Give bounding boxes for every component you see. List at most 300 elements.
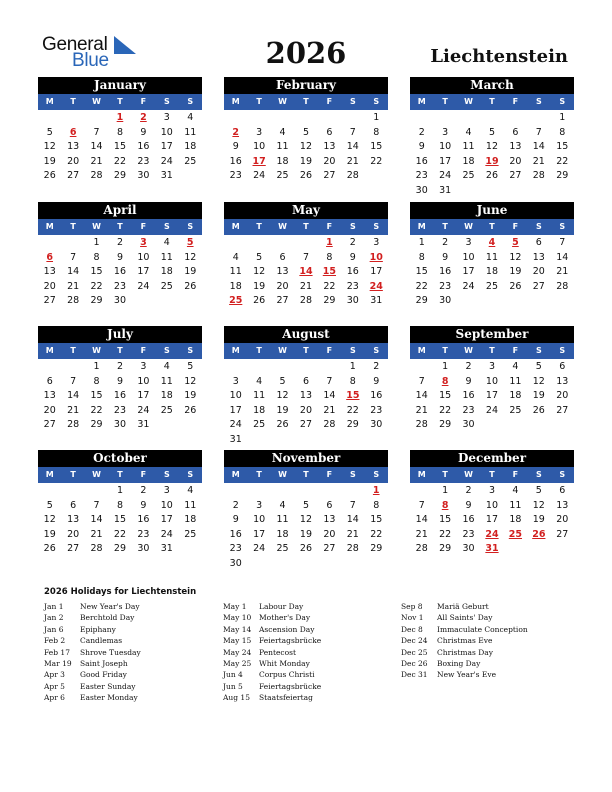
- day-cell: 22: [113, 528, 127, 540]
- day-cell: 29: [439, 543, 452, 555]
- day-cell: 23: [370, 404, 383, 416]
- weekday-label: S: [373, 97, 380, 106]
- day-cell: 15: [415, 266, 428, 278]
- day-cell: 6: [70, 499, 77, 511]
- weekday-label: F: [512, 97, 519, 106]
- day-cell: 22: [90, 404, 103, 416]
- day-cell: 29: [113, 543, 127, 555]
- weekday-label: T: [489, 222, 495, 231]
- day-cell: 29: [439, 419, 452, 431]
- day-cell: 3: [140, 361, 147, 372]
- holiday-name: Staatsfeiertag: [259, 693, 313, 703]
- empty-cell: [410, 111, 433, 126]
- holiday-day: 3: [140, 237, 147, 248]
- day-cell: 1: [116, 485, 123, 496]
- day-cell: 26: [253, 295, 266, 307]
- day-cell: 5: [535, 485, 542, 496]
- month-december: [410, 450, 574, 557]
- day-cell: 29: [370, 543, 383, 555]
- holiday-date: Mar 19: [44, 658, 72, 668]
- weekday-label: T: [256, 97, 262, 106]
- day-cell: 14: [90, 141, 103, 153]
- day-cell: 31: [370, 295, 383, 307]
- day-cell: 3: [232, 375, 239, 387]
- day-cell: 17: [253, 528, 266, 540]
- day-cell: 19: [253, 280, 266, 292]
- day-cell: 28: [67, 295, 80, 307]
- day-cell: 16: [462, 514, 475, 526]
- day-cell: 13: [67, 514, 80, 526]
- holiday-day: 31: [485, 543, 499, 555]
- holiday-row: [223, 624, 321, 635]
- holiday-name: Shrove Tuesday: [80, 647, 141, 657]
- weekday-header: [38, 219, 202, 235]
- day-cell: 16: [346, 266, 359, 278]
- day-cell: 25: [485, 280, 499, 292]
- day-cell: 18: [276, 155, 289, 167]
- month-august: [224, 326, 388, 448]
- day-cell: 27: [43, 295, 56, 307]
- day-cell: 26: [299, 170, 313, 182]
- day-cell: 6: [279, 251, 286, 263]
- empty-cell: [247, 236, 270, 251]
- weekday-label: F: [140, 97, 147, 106]
- holiday-row: [223, 601, 321, 612]
- day-cell: 11: [229, 266, 242, 278]
- holiday-row: [223, 647, 321, 658]
- weekday-label: T: [442, 346, 448, 355]
- weekday-label: M: [231, 346, 240, 355]
- weekday-label: S: [163, 346, 170, 355]
- holiday-date: Dec 25: [401, 647, 428, 657]
- holiday-name: Easter Sunday: [80, 681, 136, 691]
- day-cell: 15: [439, 390, 452, 402]
- weekday-label: T: [442, 97, 448, 106]
- day-cell: 16: [229, 155, 242, 167]
- weekday-label: S: [559, 97, 566, 106]
- day-grid: [224, 484, 388, 572]
- day-cell: 15: [90, 390, 103, 402]
- day-cell: 19: [184, 390, 197, 402]
- day-cell: 14: [532, 141, 545, 153]
- empty-cell: [271, 236, 294, 251]
- day-cell: 15: [556, 141, 569, 153]
- empty-cell: [294, 360, 317, 375]
- holiday-day: 15: [322, 266, 337, 278]
- holiday-column: [223, 601, 321, 704]
- day-cell: 29: [90, 419, 103, 431]
- weekday-label: T: [70, 97, 76, 106]
- month-july: [38, 326, 202, 433]
- weekday-label: T: [70, 470, 76, 479]
- day-cell: 22: [556, 155, 569, 167]
- weekday-label: T: [303, 346, 309, 355]
- day-cell: 4: [232, 251, 239, 263]
- holiday-date: Dec 8: [401, 624, 423, 634]
- day-cell: 23: [137, 528, 150, 540]
- day-cell: 13: [67, 141, 80, 153]
- holiday-day: 2: [140, 112, 147, 123]
- empty-cell: [61, 111, 84, 126]
- holiday-day: 6: [46, 251, 54, 263]
- holiday-name: Christmas Day: [437, 647, 493, 657]
- day-cell: 31: [229, 433, 242, 445]
- day-cell: 16: [137, 141, 150, 153]
- day-cell: 28: [323, 419, 336, 431]
- holiday-row: [401, 624, 528, 635]
- empty-cell: [433, 111, 456, 126]
- day-cell: 26: [532, 404, 545, 416]
- day-cell: 5: [302, 126, 309, 138]
- day-cell: 4: [187, 485, 194, 496]
- day-cell: 18: [184, 141, 197, 153]
- empty-cell: [294, 111, 317, 126]
- weekday-header: [224, 343, 388, 359]
- day-cell: 23: [439, 280, 452, 292]
- day-cell: 1: [373, 112, 380, 123]
- day-cell: 10: [229, 390, 242, 402]
- day-cell: 14: [346, 514, 359, 526]
- weekday-label: F: [140, 470, 147, 479]
- weekday-label: S: [373, 222, 380, 231]
- weekday-label: S: [163, 97, 170, 106]
- weekday-label: T: [70, 222, 76, 231]
- day-cell: 8: [116, 126, 123, 138]
- day-cell: 19: [299, 155, 313, 167]
- day-cell: 15: [113, 141, 127, 153]
- holiday-day: 14: [299, 266, 313, 278]
- empty-cell: [38, 360, 61, 375]
- weekday-label: S: [535, 470, 542, 479]
- day-cell: 11: [160, 251, 173, 263]
- holiday-row: [44, 647, 141, 658]
- day-cell: 20: [43, 280, 56, 292]
- holiday-day: 25: [508, 528, 523, 540]
- weekday-label: S: [535, 346, 542, 355]
- day-cell: 11: [462, 141, 475, 153]
- holiday-row: [44, 658, 141, 669]
- holiday-name: All Saints' Day: [437, 613, 493, 623]
- holiday-name: Good Friday: [80, 670, 127, 680]
- month-title: June: [410, 202, 574, 219]
- weekday-label: T: [303, 470, 309, 479]
- day-cell: 16: [229, 528, 242, 540]
- holiday-day: 6: [69, 126, 77, 138]
- weekday-label: T: [489, 346, 495, 355]
- day-cell: 23: [229, 170, 242, 182]
- day-cell: 1: [93, 361, 100, 372]
- month-may: [224, 202, 388, 309]
- day-cell: 7: [93, 499, 100, 511]
- weekday-label: S: [559, 470, 566, 479]
- holiday-date: Apr 6: [44, 693, 65, 703]
- weekday-label: M: [417, 470, 426, 479]
- day-cell: 30: [462, 543, 475, 555]
- weekday-label: S: [187, 470, 194, 479]
- day-cell: 4: [465, 126, 472, 138]
- weekday-label: W: [464, 470, 473, 479]
- day-cell: 1: [93, 237, 100, 248]
- weekday-label: M: [45, 97, 54, 106]
- holiday-row: [223, 612, 321, 623]
- weekday-label: S: [349, 470, 356, 479]
- day-cell: 27: [556, 404, 569, 416]
- day-cell: 12: [43, 514, 56, 526]
- day-cell: 11: [160, 375, 173, 387]
- day-cell: 21: [323, 404, 336, 416]
- weekday-label: S: [187, 346, 194, 355]
- holiday-date: Dec 24: [401, 636, 428, 646]
- day-cell: 24: [137, 280, 150, 292]
- day-cell: 15: [370, 514, 383, 526]
- month-title: January: [38, 77, 202, 94]
- day-cell: 18: [160, 266, 173, 278]
- day-cell: 17: [485, 514, 499, 526]
- day-cell: 25: [276, 170, 289, 182]
- day-cell: 31: [137, 419, 150, 431]
- day-cell: 23: [415, 170, 428, 182]
- day-cell: 17: [160, 514, 173, 526]
- day-cell: 19: [184, 266, 197, 278]
- day-cell: 7: [559, 237, 566, 248]
- day-cell: 5: [279, 375, 286, 387]
- day-cell: 20: [556, 514, 569, 526]
- day-cell: 12: [299, 514, 313, 526]
- day-cell: 4: [163, 361, 170, 372]
- month-march: [410, 77, 574, 199]
- day-cell: 3: [488, 361, 495, 372]
- day-cell: 9: [442, 251, 449, 263]
- day-cell: 11: [485, 251, 499, 263]
- holiday-date: May 1: [223, 602, 247, 611]
- day-cell: 25: [160, 280, 173, 292]
- empty-cell: [85, 111, 108, 126]
- day-cell: 9: [116, 375, 123, 387]
- weekday-label: T: [256, 470, 262, 479]
- day-cell: 10: [253, 141, 266, 153]
- weekday-header: [410, 94, 574, 110]
- page-title-year: 2026: [265, 36, 347, 70]
- holiday-column: [401, 601, 528, 681]
- holiday-name: Ascension Day: [259, 624, 315, 634]
- day-cell: 30: [439, 295, 452, 307]
- day-cell: 27: [276, 295, 289, 307]
- day-cell: 3: [465, 237, 472, 248]
- day-cell: 15: [439, 514, 452, 526]
- day-cell: 20: [323, 155, 336, 167]
- day-cell: 13: [323, 141, 336, 153]
- day-cell: 26: [43, 543, 56, 555]
- day-cell: 29: [415, 295, 428, 307]
- day-cell: 13: [323, 514, 336, 526]
- day-cell: 20: [299, 404, 313, 416]
- day-cell: 29: [113, 170, 127, 182]
- logo-word-blue: Blue: [72, 50, 109, 71]
- logo-word-general: General: [42, 34, 108, 55]
- weekday-label: S: [535, 97, 542, 106]
- holiday-day: 1: [116, 112, 124, 123]
- holiday-day: 1: [326, 237, 333, 248]
- weekday-label: M: [417, 97, 426, 106]
- day-cell: 6: [326, 499, 333, 511]
- empty-cell: [61, 236, 84, 251]
- day-cell: 24: [485, 404, 499, 416]
- empty-cell: [247, 360, 270, 375]
- weekday-header: [410, 467, 574, 483]
- holiday-name: Christmas Eve: [437, 636, 493, 646]
- month-title: April: [38, 202, 202, 219]
- day-cell: 2: [465, 485, 472, 496]
- day-cell: 5: [187, 361, 194, 372]
- holiday-date: Sep 8: [401, 602, 423, 611]
- holiday-day: 24: [485, 528, 499, 540]
- day-cell: 25: [276, 543, 289, 555]
- holiday-date: Jun 4: [223, 670, 243, 680]
- day-cell: 31: [160, 543, 173, 555]
- day-cell: 4: [279, 499, 286, 511]
- empty-cell: [504, 111, 527, 126]
- day-cell: 27: [67, 170, 80, 182]
- holiday-day: 26: [532, 528, 546, 540]
- day-grid: [38, 484, 202, 557]
- day-cell: 10: [160, 499, 173, 511]
- holiday-name: Berchtold Day: [80, 613, 135, 623]
- day-cell: 28: [90, 543, 103, 555]
- day-cell: 8: [373, 126, 380, 138]
- day-cell: 6: [302, 375, 309, 387]
- holiday-row: [223, 658, 321, 669]
- day-cell: 9: [116, 251, 123, 263]
- weekday-label: F: [140, 222, 147, 231]
- holiday-column: [44, 601, 141, 704]
- empty-cell: [294, 236, 317, 251]
- day-grid: [410, 484, 574, 557]
- day-cell: 2: [418, 126, 425, 138]
- weekday-label: S: [349, 346, 356, 355]
- day-cell: 13: [43, 266, 56, 278]
- weekday-label: T: [303, 97, 309, 106]
- weekday-label: W: [92, 346, 101, 355]
- day-cell: 14: [67, 266, 80, 278]
- holiday-date: May 25: [223, 658, 252, 668]
- weekday-header: [38, 343, 202, 359]
- day-cell: 28: [90, 170, 103, 182]
- day-cell: 1: [442, 361, 449, 372]
- day-cell: 6: [512, 126, 519, 138]
- day-cell: 6: [326, 126, 333, 138]
- day-cell: 12: [184, 251, 197, 263]
- weekday-label: M: [231, 470, 240, 479]
- day-cell: 26: [43, 170, 56, 182]
- day-cell: 10: [462, 251, 475, 263]
- day-cell: 16: [113, 390, 127, 402]
- holiday-date: Jan 6: [44, 624, 64, 634]
- weekday-label: W: [464, 222, 473, 231]
- weekday-header: [410, 343, 574, 359]
- empty-cell: [224, 111, 247, 126]
- day-cell: 8: [349, 375, 356, 387]
- weekday-header: [38, 94, 202, 110]
- day-cell: 1: [418, 237, 425, 248]
- day-cell: 28: [346, 543, 359, 555]
- empty-cell: [38, 111, 61, 126]
- weekday-label: S: [349, 222, 356, 231]
- day-cell: 18: [229, 280, 242, 292]
- day-cell: 16: [415, 155, 428, 167]
- empty-cell: [341, 111, 364, 126]
- day-cell: 17: [137, 390, 150, 402]
- day-cell: 30: [229, 557, 242, 569]
- holiday-day: 17: [252, 155, 266, 167]
- day-cell: 1: [442, 485, 449, 496]
- day-cell: 30: [137, 543, 150, 555]
- day-cell: 24: [137, 404, 150, 416]
- day-cell: 19: [43, 528, 56, 540]
- day-cell: 8: [373, 499, 380, 511]
- holiday-date: Aug 15: [223, 693, 250, 703]
- weekday-header: [38, 467, 202, 483]
- day-cell: 28: [532, 170, 545, 182]
- day-cell: 19: [532, 390, 545, 402]
- month-january: [38, 77, 202, 184]
- day-cell: 13: [299, 390, 313, 402]
- weekday-header: [410, 219, 574, 235]
- day-cell: 11: [276, 141, 289, 153]
- day-cell: 14: [415, 390, 428, 402]
- day-cell: 6: [559, 361, 566, 372]
- day-cell: 12: [253, 266, 266, 278]
- day-cell: 23: [229, 543, 242, 555]
- day-grid: [410, 111, 574, 199]
- day-cell: 20: [323, 528, 336, 540]
- day-cell: 9: [232, 141, 239, 153]
- day-cell: 23: [113, 280, 127, 292]
- weekday-label: S: [373, 470, 380, 479]
- holiday-date: May 24: [223, 647, 252, 657]
- day-cell: 21: [556, 266, 569, 278]
- weekday-label: T: [256, 222, 262, 231]
- day-cell: 22: [415, 280, 428, 292]
- day-cell: 9: [140, 126, 147, 138]
- day-cell: 3: [163, 485, 170, 496]
- weekday-label: T: [117, 346, 123, 355]
- day-cell: 13: [532, 251, 545, 263]
- month-title: July: [38, 326, 202, 343]
- day-cell: 28: [415, 543, 428, 555]
- day-cell: 9: [232, 514, 239, 526]
- day-cell: 8: [418, 251, 425, 263]
- day-cell: 4: [256, 375, 263, 387]
- day-cell: 29: [556, 170, 569, 182]
- day-cell: 17: [485, 390, 499, 402]
- day-cell: 21: [415, 528, 428, 540]
- day-cell: 2: [465, 361, 472, 372]
- weekday-label: S: [163, 470, 170, 479]
- holiday-name: Mariä Geburt: [437, 602, 489, 611]
- day-cell: 9: [418, 141, 425, 153]
- holiday-row: [401, 647, 528, 658]
- day-cell: 27: [323, 543, 336, 555]
- holiday-day: 24: [369, 280, 383, 292]
- holidays-title: 2026 Holidays for Liechtenstein: [44, 587, 197, 597]
- holiday-date: May 10: [223, 613, 252, 623]
- month-title: December: [410, 450, 574, 467]
- month-title: August: [224, 326, 388, 343]
- day-cell: 10: [253, 514, 266, 526]
- day-cell: 5: [302, 499, 309, 511]
- holiday-date: May 15: [223, 636, 252, 646]
- month-title: September: [410, 326, 574, 343]
